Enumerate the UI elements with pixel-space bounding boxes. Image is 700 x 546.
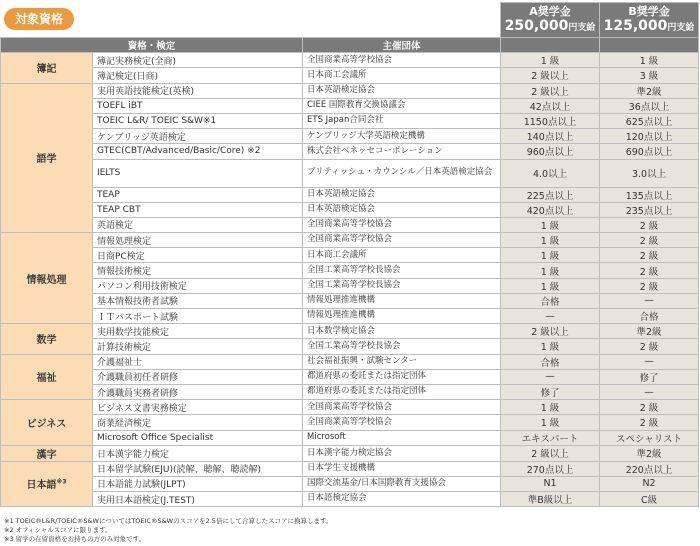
organizer-name: 日本商工会議所 (303, 248, 501, 263)
table-row (1, 492, 699, 507)
organizer-name: CIEE 国際教育交換協議会 (303, 98, 501, 113)
organizer-name: 都道府県の委託または指定団体 (303, 384, 501, 399)
scholarship-a-requirement: 合格 (501, 293, 600, 308)
category-label: 情報処理 (1, 233, 93, 324)
scholarship-b-requirement: 36点以上 (600, 98, 699, 113)
table-row (1, 53, 699, 68)
organizer-name: 国際交流基金/日本国際教育支援協会 (303, 476, 501, 491)
scholarship-b-requirement: 220点以上 (600, 461, 699, 476)
scholarship-a-requirement: 420点以上 (501, 202, 600, 217)
qualification-name: 情報処理検定 (93, 233, 303, 248)
category-label: 漢字 (1, 445, 93, 461)
table-row (1, 233, 699, 248)
qualification-name: ＩＴパスポート試験 (93, 309, 303, 324)
organizer-name: 日本語検定協会 (303, 492, 501, 507)
scholarship-a-requirement: 2 級以上 (501, 324, 600, 339)
table-row (1, 202, 699, 217)
scholarship-a-requirement: 準B級以上 (501, 492, 600, 507)
qualification-name: 英語検定 (93, 217, 303, 232)
scholarship-b-requirement: 2 級 (600, 248, 699, 263)
footnote: ※1 TOEIC®L&R/TOEIC®S&WについてはTOEIC®S&Wのスコアを2.5倍にして合算したスコアに換算します。 (4, 517, 333, 525)
organizer-header: 主催団体 (303, 38, 501, 53)
qualification-name: 実用英語技能検定(英検) (93, 83, 303, 98)
scholarship-b-requirement: スペシャリスト (600, 430, 699, 445)
scholarship-a-requirement: — (501, 309, 600, 324)
scholarship-a-requirement: 1 級 (501, 248, 600, 263)
table-row (1, 187, 699, 202)
scholarship-a-requirement: 2 級以上 (501, 68, 600, 83)
table-row (1, 83, 699, 98)
organizer-name: 日本漢字能力検定協会 (303, 445, 501, 461)
organizer-name: Microsoft (303, 430, 501, 445)
scholarship-b-requirement: 1 級 (600, 53, 699, 68)
table-row (1, 159, 699, 187)
qualification-name: 計算技術検定 (93, 339, 303, 354)
scholarship-b-requirement: 2 級 (600, 263, 699, 278)
footnotes (4, 517, 332, 544)
organizer-name: 全国工業高等学校長協会 (303, 278, 501, 293)
scholarship-b-requirement: 690点以上 (600, 144, 699, 159)
scholarship-b-requirement: 2 級 (600, 278, 699, 293)
scholarship-b-requirement: 2 級 (600, 233, 699, 248)
scholarship-b-requirement: — (600, 384, 699, 399)
scholarship-a-requirement: 4.0以上 (501, 159, 600, 187)
qualification-name: 実用日本語検定(J.TEST) (93, 492, 303, 507)
scholarship-a-requirement: 42点以上 (501, 98, 600, 113)
table-row (1, 384, 699, 399)
table-row (1, 430, 699, 445)
scholarship-a-requirement: 1 級 (501, 233, 600, 248)
table-row (1, 144, 699, 159)
scholarship-b-requirement: 準2級 (600, 83, 699, 98)
scholarship-a-requirement: — (501, 369, 600, 384)
qualification-name: 情報技術検定 (93, 263, 303, 278)
organizer-name: 日本商工会議所 (303, 68, 501, 83)
qualification-header: 資格・検定 (1, 38, 303, 53)
scholarship-b-requirement: 修了 (600, 369, 699, 384)
category-label: ビジネス (1, 400, 93, 446)
organizer-name: ブリティッシュ・カウンシル／日本英語検定協会 (303, 159, 501, 187)
category-label: 語学 (1, 83, 93, 233)
qualification-name: TEAP CBT (93, 202, 303, 217)
qualification-name: 基本情報技術者試験 (93, 293, 303, 308)
table-row (1, 400, 699, 415)
table-row (1, 113, 699, 128)
qualification-name: 実用数学技能検定 (93, 324, 303, 339)
scholarship-a-requirement: 140点以上 (501, 129, 600, 144)
table-row (1, 309, 699, 324)
scholarship-b-requirement: 2 級 (600, 339, 699, 354)
table-row (1, 263, 699, 278)
organizer-name: 日本数学検定協会 (303, 324, 501, 339)
scholarship-a-requirement: エキスパート (501, 430, 600, 445)
table-row (1, 369, 699, 384)
scholarship-a-requirement: 225点以上 (501, 187, 600, 202)
scholarship-b-header: B奨学金 125,000円支給 (600, 3, 699, 38)
scholarship-b-requirement: 準2級 (600, 445, 699, 461)
scholarship-a-requirement: 1 級 (501, 339, 600, 354)
qualification-name: ビジネス文書実務検定 (93, 400, 303, 415)
scholarship-a-requirement: 修了 (501, 384, 600, 399)
footnote: ※3 留学の在留資格をお持ちの方のみ対象です。 (4, 535, 146, 543)
footnote: ※2 オフィシャルスコアに限ります。 (4, 526, 112, 534)
category-label: 簿記 (1, 53, 93, 83)
qualification-name: ケンブリッジ英語検定 (93, 129, 303, 144)
qualification-name: 簿記実務検定(全商) (93, 53, 303, 68)
organizer-name: 全国工業高等学校長協会 (303, 339, 501, 354)
table-row (1, 98, 699, 113)
qualification-name: Microsoft Office Specialist (93, 430, 303, 445)
organizer-name: 日本英語検定協会 (303, 187, 501, 202)
category-label: 数学 (1, 324, 93, 354)
table-row (1, 278, 699, 293)
scholarship-a-requirement: 2 級以上 (501, 83, 600, 98)
scholarship-a-header: A奨学金 250,000円支給 (501, 3, 600, 38)
scholarship-b-requirement: 120点以上 (600, 129, 699, 144)
scholarship-a-requirement: 960点以上 (501, 144, 600, 159)
scholarship-a-requirement: N1 (501, 476, 600, 491)
scholarship-b-requirement: — (600, 354, 699, 369)
scholarship-b-requirement: 135点以上 (600, 187, 699, 202)
qualification-name: TOEFL iBT (93, 98, 303, 113)
organizer-name: 日本学生支援機構 (303, 461, 501, 476)
category-label: 福祉 (1, 354, 93, 400)
organizer-name: 都道府県の委託または指定団体 (303, 369, 501, 384)
qualification-name: TOEIC L&R/ TOEIC S&W※1 (93, 113, 303, 128)
organizer-name: 全国商業高等学校協会 (303, 400, 501, 415)
scholarship-a-requirement: 1150点以上 (501, 113, 600, 128)
scholarship-b-requirement: 2 級 (600, 400, 699, 415)
organizer-name: 全国商業高等学校協会 (303, 415, 501, 430)
target-qualifications-badge: 対象資格 (4, 8, 74, 30)
scholarship-b-requirement: N2 (600, 476, 699, 491)
qualification-name: 日商PC検定 (93, 248, 303, 263)
category-label: 日本語$^{※3}$ (1, 461, 93, 507)
organizer-name: 日本英語検定協会 (303, 83, 501, 98)
scholarship-b-requirement: — (600, 293, 699, 308)
qualification-name: 日本留学試験(EJU)(読解、聴解、聴読解) (93, 461, 303, 476)
qualification-name: 介護職員初任者研修 (93, 369, 303, 384)
scholarship-a-requirement: 1 級 (501, 263, 600, 278)
scholarship-b-requirement: 235点以上 (600, 202, 699, 217)
qualification-table (0, 2, 699, 507)
scholarship-b-requirement: 2 級 (600, 415, 699, 430)
table-row (1, 445, 699, 461)
scholarship-a-requirement: 1 級 (501, 415, 600, 430)
organizer-name: ETS Japan合同会社 (303, 113, 501, 128)
qualification-name: 日本語能力試験(JLPT) (93, 476, 303, 491)
organizer-name: 株式会社ベネッセコーポレーション (303, 144, 501, 159)
organizer-name: 情報処理推進機構 (303, 293, 501, 308)
table-row (1, 354, 699, 369)
scholarship-a-requirement: 1 級 (501, 278, 600, 293)
scholarship-a-requirement: 合格 (501, 354, 600, 369)
scholarship-b-requirement: 3 級 (600, 68, 699, 83)
table-row (1, 293, 699, 308)
table-row (1, 415, 699, 430)
table-row (1, 339, 699, 354)
qualification-name: TEAP (93, 187, 303, 202)
table-row (1, 129, 699, 144)
scholarship-a-requirement: 2 級以上 (501, 445, 600, 461)
table-row (1, 461, 699, 476)
organizer-name: 社会福祉振興・試験センター (303, 354, 501, 369)
qualification-name: 日本漢字能力検定 (93, 445, 303, 461)
scholarship-a-requirement: 1 級 (501, 53, 600, 68)
scholarship-b-requirement: 合格 (600, 309, 699, 324)
scholarship-a-requirement: 270点以上 (501, 461, 600, 476)
scholarship-b-requirement: 3.0以上 (600, 159, 699, 187)
table-row (1, 217, 699, 232)
organizer-name: 全国商業高等学校協会 (303, 233, 501, 248)
qualification-name: 簿記検定(日商) (93, 68, 303, 83)
scholarship-b-requirement: C級 (600, 492, 699, 507)
scholarship-a-requirement: 1 級 (501, 400, 600, 415)
qualification-name: 商業経済検定 (93, 415, 303, 430)
organizer-name: 全国商業高等学校協会 (303, 217, 501, 232)
qualification-name: 介護職員実務者研修 (93, 384, 303, 399)
scholarship-b-requirement: 2 級 (600, 217, 699, 232)
qualification-name: IELTS (93, 159, 303, 187)
organizer-name: 情報処理推進機構 (303, 309, 501, 324)
organizer-name: 全国商業高等学校協会 (303, 53, 501, 68)
scholarship-b-requirement: 625点以上 (600, 113, 699, 128)
organizer-name: 日本英語検定協会 (303, 202, 501, 217)
table-row (1, 476, 699, 491)
qualification-name: 介護福祉士 (93, 354, 303, 369)
qualification-name: GTEC(CBT/Advanced/Basic/Core) ※2 (93, 144, 303, 159)
table-row (1, 324, 699, 339)
organizer-name: ケンブリッジ大学英語検定機構 (303, 129, 501, 144)
scholarship-a-requirement: 1 級 (501, 217, 600, 232)
table-row (1, 68, 699, 83)
scholarship-b-requirement: 準2級 (600, 324, 699, 339)
table-row (1, 248, 699, 263)
qualification-name: パソコン利用技術検定 (93, 278, 303, 293)
organizer-name: 全国工業高等学校長協会 (303, 263, 501, 278)
